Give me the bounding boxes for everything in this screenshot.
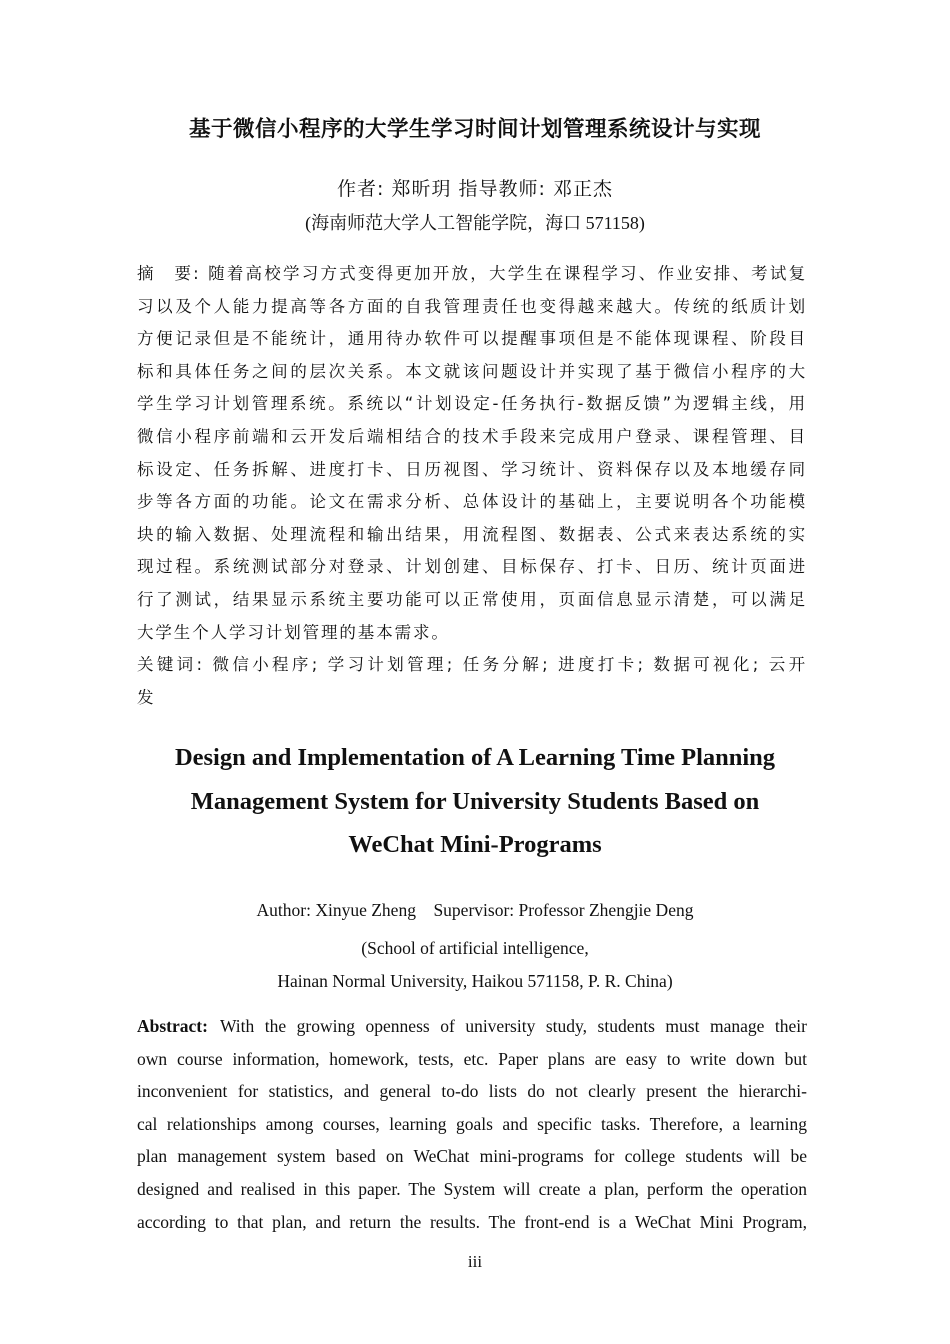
page-number: iii [467,1252,483,1271]
english-abstract-line: plan management system based on WeChat mini-programs for college students will be [137,1146,807,1167]
chinese-abstract [137,258,807,649]
english-author-line: Author: Xinyue Zheng Supervisor: Professor Zhengjie Deng [256,900,694,920]
english-title [110,736,840,867]
chinese-abstract-label: 摘 要: [137,264,201,283]
english-affiliation [0,932,950,997]
english-title-line: WeChat Mini-Programs [348,831,602,858]
chinese-abstract-line: 现过程。系统测试部分对登录、计划创建、目标保存、打卡、日历、统计页面进 [137,557,807,577]
chinese-affiliation: (海南师范大学人工智能学院，海口 571158) [305,213,645,233]
english-abstract [137,1010,807,1238]
english-abstract-line: designed and realised in this paper. The System will create a plan, perform the operation [137,1178,807,1199]
chinese-abstract-line: 摘 要: 随着高校学习方式变得更加开放，大学生在课程学习、作业安排、考试复 [137,264,807,283]
english-title-line: Management System for University Students Based on [190,787,760,815]
english-abstract-line: own course information, homework, tests, etc. Paper plans are easy to write down but [137,1048,807,1069]
chinese-title: 基于微信小程序的大学生学习时间计划管理系统设计与实现 [188,117,761,142]
chinese-abstract-line: 微信小程序前端和云开发后端相结合的技术手段来完成用户登录、课程管理、目 [137,426,807,446]
chinese-abstract-line: 方便记录但是不能统计，通用待办软件可以提醒事项但是不能体现课程、阶段目 [137,329,807,349]
chinese-keywords-line: 关键词: 微信小程序; 学习计划管理; 任务分解; 进度打卡; 数据可视化; 云开 [137,655,807,674]
english-abstract-line: according to that plan, and return the results. The front-end is a WeChat Mini Program, [137,1211,807,1232]
chinese-keywords-line: 发 [137,687,156,707]
chinese-authors: 作者: 郑昕玥 指导教师: 邓正杰 [337,178,613,200]
english-abstract-line: inconvenient for statistics, and general to-do lists do not clearly present the hierarchi- [137,1081,807,1102]
english-abstract-label: Abstract: [137,1016,208,1036]
english-affiliation-line: (School of artificial intelligence, [361,938,589,958]
chinese-abstract-line: 步等各方面的功能。论文在需求分析、总体设计的基础上，主要说明各个功能模 [137,492,807,512]
chinese-abstract-line: 标和具体任务之间的层次关系。本文就该问题设计并实现了基于微信小程序的大 [137,361,807,381]
english-affiliation-line: Hainan Normal University, Haikou 571158, P. R. China) [277,970,673,991]
chinese-abstract-line: 块的输入数据、处理流程和输出结果，用流程图、数据表、公式来表达系统的实 [137,524,807,544]
chinese-abstract-line: 大学生个人学习计划管理的基本需求。 [137,622,450,642]
chinese-abstract-line: 学生学习计划管理系统。系统以“计划设定-任务执行-数据反馈”为逻辑主线，用 [137,394,807,414]
english-title-line: Design and Implementation of A Learning Time Planning [174,744,776,771]
chinese-keywords [137,649,807,714]
english-abstract-line: cal relationships among courses, learning goals and specific tasks. Therefore, a learning [137,1113,807,1134]
chinese-abstract-line: 标设定、任务拆解、进度打卡、日历视图、学习统计、资料保存以及本地缓存同 [137,459,807,479]
chinese-abstract-line: 习以及个人能力提高等各方面的自我管理责任也变得越来越大。传统的纸质计划 [137,296,807,316]
chinese-abstract-line: 行了测试，结果显示系统主要功能可以正常使用，页面信息显示清楚，可以满足 [137,589,807,609]
english-abstract-line: Abstract: With the growing openness of university study, students must manage their [137,1016,807,1036]
